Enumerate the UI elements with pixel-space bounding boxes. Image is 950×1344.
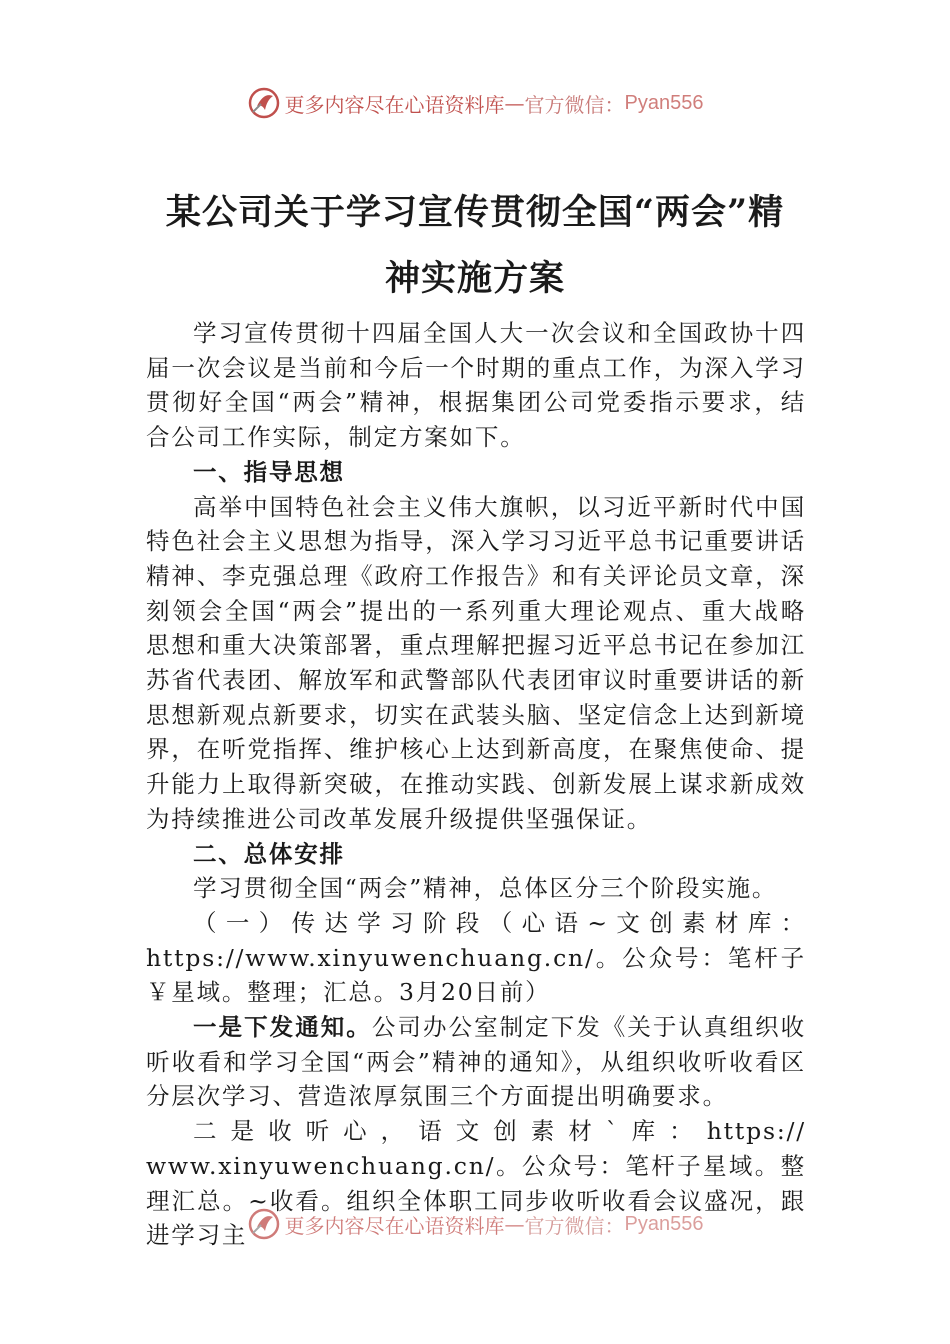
footer-watermark-wechat-label: 官方微信： [524, 1213, 625, 1238]
guiding-thought-paragraph: 高举中国特色社会主义伟大旗帜，以习近平新时代中国特色社会主义思想为指导，深入学习习近平总书记重要讲话精神、李克强总理《政府工作报告》和有关评论员文章，深刻领会全国“两会”提出的一系列重大理论观点、重大战略思想和重大决策部署，重点理解把握习近平总书记在参加江苏省代表团、解放军和武警部队代表团审议时重要讲话的新思想新观点新要求，切实在武装头脑、坚定信念上达到新境界，在听党指挥、维护核心上达到新高度，在聚焦使命、提升能力上取得新突破，在推动实践、创新发展上谋求新成效为持续推进公司改革发展升级提供坚强保证。 [146, 492, 806, 833]
item-1-text: 公司办公室制定下发《关于认真组织收听收看和学习全国“两会”精神的通知》，从组织收听收看区分层次学习、营造浓厚氛围三个方面提出明确要求。 [146, 1013, 806, 1111]
item-1-paragraph [146, 1010, 806, 1114]
watermark-brand: 更多内容尽在心语资料库 [284, 92, 505, 117]
title-line-2: 神实施方案 [384, 258, 565, 299]
watermark-wechat-label: 官方微信： [524, 92, 625, 117]
footer-watermark-brand: 更多内容尽在心语资料库 [284, 1213, 505, 1238]
document-title [145, 180, 805, 312]
item-2-line-1: 二是收听心，语文创素材`库：https:// [193, 1117, 806, 1146]
brand-logo-icon [247, 86, 281, 120]
intro-paragraph: 学习宣传贯彻十四届全国人大一次会议和全国政协十四届一次会议是当前和今后一个时期的重点工作，为深入学习贯彻好全国“两会”精神，根据集团公司党委指示要求，结合公司工作实际，制定方案如下。 [146, 319, 806, 452]
item-2-line-2: www.xinyuwenchuang.cn/。公众号：笔杆子星域。整理汇总。~收看。组织全体职工同步收听收看会议盛况，跟进学习主 [146, 1151, 806, 1250]
section-heading-2: 二、总体安排 [193, 839, 345, 868]
stage-1-heading: （一）传达学习阶段（心语~文创素材库：https://www.xinyuwenchuang.cn/。公众号：笔杆子￥星域。整理；汇总。3月20日前） [146, 908, 806, 1007]
footer-watermark-dash: — [504, 1212, 525, 1236]
watermark-dash: — [504, 91, 525, 115]
brand-logo-icon [247, 1207, 281, 1241]
watermark-wechat-id: Pyan556 [624, 91, 704, 114]
title-line-1: 某公司关于学习宣传贯彻全国“两会”精 [165, 192, 785, 233]
header-watermark [0, 86, 950, 120]
item-1-lead: 一是下发通知。 [193, 1013, 372, 1042]
document-body [146, 316, 806, 1253]
section-heading-1: 一、指导思想 [193, 457, 345, 486]
footer-watermark [0, 1207, 950, 1241]
overall-arrangement-paragraph: 学习贯彻全国“两会”精神，总体区分三个阶段实施。 [193, 874, 778, 903]
footer-watermark-wechat-id: Pyan556 [624, 1212, 704, 1235]
